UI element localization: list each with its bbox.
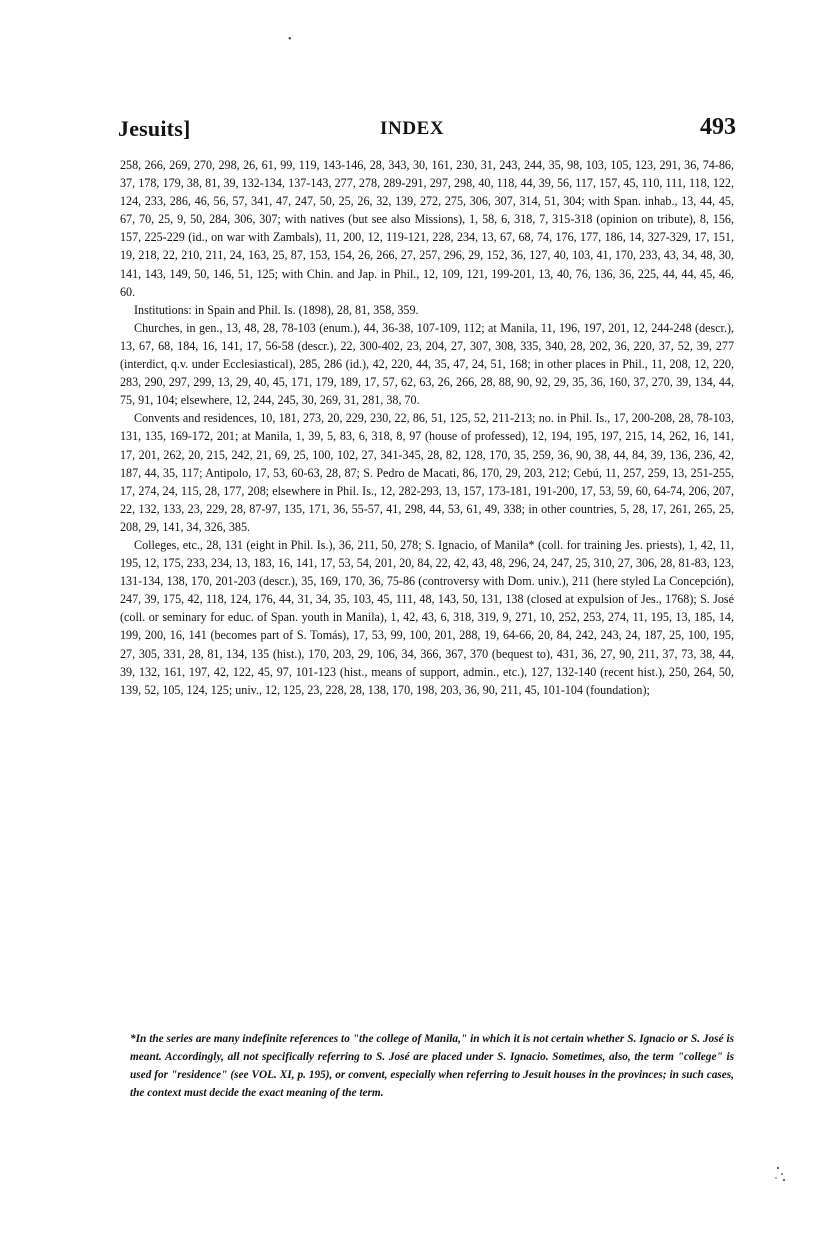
page-speck-decoration (770, 1158, 794, 1188)
index-entry-colleges: Colleges, etc., 28, 131 (eight in Phil. Is.), 36, 211, 50, 278; S. Ignacio, of Manila* (coll. for training Jes. priests), 1, 42, 11, 195, 12, 175, 233, 234, 13, 183, 16, 141, 17, 53, 54, 201, 20, 84, 22, 42, 43, 48, 296, 24, 247, 25, 310, 27, 306, 28, 81-83, 123, 131-134, 138, 170, 201-203 (descr.), 35, 169, 170, 36, 75-86 (controversy with Dom. univ.), 211 (here styled La Concepción), 247, 39, 175, 42, 118, 124, 176, 44, 31, 34, 35, 103, 45, 111, 48, 143, 50, 131, 138 (closed at expulsion of Jes., 1768); S. José (coll. or seminary for educ. of Span. youth in Manila), 1, 42, 43, 6, 318, 319, 9, 271, 10, 252, 253, 274, 11, 195, 13, 185, 14, 199, 200, 16, 141 (becomes part of S. Tomás), 17, 53, 99, 100, 201, 288, 19, 64-66, 20, 84, 242, 243, 24, 187, 25, 100, 195, 27, 305, 331, 28, 81, 134, 135 (hist.), 170, 203, 29, 106, 34, 366, 367, 370 (bequest to), 431, 36, 27, 90, 211, 37, 73, 38, 44, 39, 132, 161, 197, 42, 122, 45, 97, 101-123 (hist., means of support, admin., etc.), 127, 132-140 (recent hist.), 250, 264, 50, 139, 52, 105, 124, 125; univ., 12, 125, 23, 228, 28, 138, 170, 198, 203, 36, 90, 211, 45, 101-104 (foundation); (120, 537, 734, 697)
footnote: *In the series are many indefinite references to "the college of Manila," in which it is not certain whether S. Ignacio or S. José is meant. Accordingly, all not specifically referring to S. José are placed under S. Ignacio. Sometimes, also, the term "college" is used for "residence" (see VOL. XI, p. 195), or convent, especially when referring to Jesuit houses in the provinces; in such cases, the context must decide the exact meaning of the term. (130, 1033, 734, 1100)
index-entry-paragraph: 258, 266, 269, 270, 298, 26, 61, 99, 119, 143-146, 28, 343, 30, 161, 230, 31, 243, 244, 35, 98, 103, 105, 123, 291, 36, 74-86, 37, 178, 179, 38, 81, 39, 132-134, 137-143, 277, 278, 289-291, 297, 298, 40, 118, 44, 39, 56, 117, 157, 45, 110, 111, 118, 122, 124, 233, 286, 46, 56, 57, 341, 47, 247, 50, 25, 26, 32, 139, 272, 275, 306, 307, 314, 51, 304; with Span. inhab., 13, 44, 45, 67, 70, 25, 9, 50, 284, 306, 307; with natives (but see also Missions), 1, 58, 6, 318, 7, 315-318 (opinion on tribute), 8, 156, 157, 225-229 (id., on war with Zambals), 11, 200, 12, 119-121, 228, 234, 13, 67, 68, 74, 176, 177, 186, 14, 327-329, 17, 151, 19, 218, 22, 210, 211, 24, 163, 25, 87, 153, 154, 26, 266, 27, 257, 296, 29, 152, 36, 127, 40, 103, 41, 170, 233, 43, 34, 48, 30, 141, 143, 149, 50, 146, 51, 125; with Chin. and Jap. in Phil., 12, 109, 121, 199-201, 13, 40, 76, 136, 36, 225, 44, 44, 45, 46, 60. (120, 158, 734, 299)
running-head-title: INDEX (380, 118, 445, 139)
speck-mark: • (288, 34, 292, 45)
page-number: 493 (700, 114, 736, 140)
index-entry-convents: Convents and residences, 10, 181, 273, 20, 229, 230, 22, 86, 51, 125, 52, 211-213; no. in Phil. Is., 17, 200-208, 28, 78-103, 131, 135, 169-172, 201; at Manila, 1, 39, 5, 83, 6, 318, 8, 97 (house of professed), 12, 194, 195, 197, 215, 14, 262, 16, 141, 17, 201, 262, 20, 215, 242, 21, 69, 25, 100, 102, 27, 341-345, 28, 82, 128, 170, 35, 259, 36, 90, 38, 44, 84, 39, 136, 236, 42, 187, 44, 35, 117; Antipolo, 17, 53, 60-63, 28, 87; S. Pedro de Macati, 86, 170, 29, 203, 212; Cebú, 11, 257, 259, 13, 251-255, 17, 274, 24, 115, 28, 177, 208; elsewhere in Phil. Is., 12, 282-293, 13, 157, 173-181, 191-200, 17, 53, 59, 60, 64-74, 206, 207, 22, 132, 133, 23, 229, 28, 87-97, 135, 171, 36, 55-57, 41, 298, 44, 53, 61, 49, 338; in other countries, 5, 28, 17, 261, 265, 25, 208, 29, 141, 34, 326, 385. (120, 411, 734, 534)
index-body (120, 156, 734, 699)
running-head-left: Jesuits] (118, 116, 191, 141)
index-entry-institutions: Institutions: in Spain and Phil. Is. (1898), 28, 81, 358, 359. (134, 302, 419, 317)
running-head (118, 112, 736, 152)
index-entry-churches: Churches, in gen., 13, 48, 28, 78-103 (enum.), 44, 36-38, 107-109, 112; at Manila, 11, 196, 197, 201, 12, 244-248 (descr.), 13, 67, 68, 184, 16, 141, 17, 56-58 (descr.), 22, 300-402, 23, 204, 27, 307, 308, 335, 340, 28, 202, 36, 220, 37, 52, 39, 277 (interdict, q.v. under Ecclesiastical), 285, 286 (id.), 42, 220, 44, 35, 47, 24, 51, 168; in other places in Phil., 11, 208, 12, 220, 283, 290, 297, 299, 13, 29, 40, 45, 171, 179, 189, 17, 57, 62, 63, 26, 266, 28, 88, 90, 92, 29, 35, 36, 160, 37, 270, 39, 134, 44, 75, 91, 104; elsewhere, 12, 244, 245, 30, 269, 31, 281, 38, 70. (120, 320, 734, 408)
